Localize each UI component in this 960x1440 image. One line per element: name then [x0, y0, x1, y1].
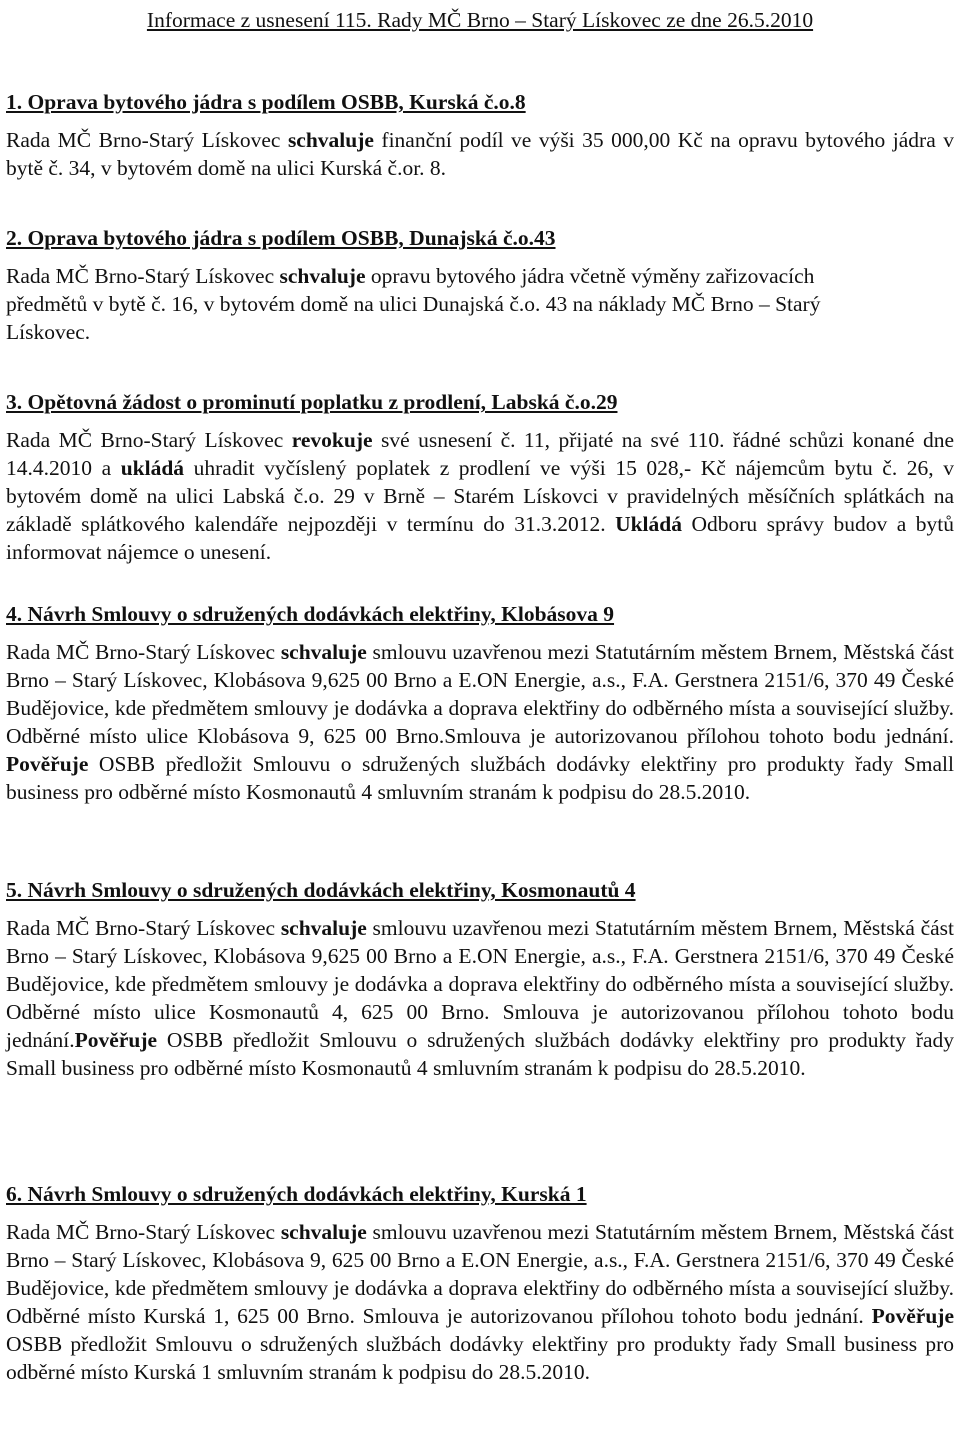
text-run: OSBB předložit Smlouvu o sdružených službách dodávky elektřiny pro produkty řady Small business pro odběrné místo Kosmonautů 4 smluvním stranám k podpisu do 28.5.2010.	[6, 1028, 954, 1080]
section-3-title: 3. Opětovná žádost o prominutí poplatku z prodlení, Labská č.o.29	[6, 390, 618, 414]
text-run: Rada MČ Brno-Starý Lískovec	[6, 1220, 281, 1244]
text-run: Odboru správy budov a bytů informovat nájemce o unesení.	[6, 512, 954, 564]
keyword: Pověřuje	[871, 1304, 954, 1328]
section-6-text	[6, 1218, 954, 1386]
keyword: ukládá	[120, 456, 185, 480]
text-run: smlouvu uzavřenou mezi Statutárním městem Brnem, Městská část Brno – Starý Lískovec, Klobásova 9,625 00 Brno a E.ON Energie, a.s., F.A. Gerstnera 2151/6, 370 49 České Budějovice, kde předmětem smlouvy je dodávka a doprava elektřiny do odběrného místa a související služby. Odběrné místo ulice Klobásova 9, 625 00 Brno.Smlouva je autorizovanou přílohou tohoto bodu jednání.	[6, 640, 954, 748]
keyword: schvaluje	[279, 264, 366, 288]
keyword: revokuje	[291, 428, 373, 452]
section-5	[6, 876, 954, 1082]
section-3	[6, 388, 954, 566]
text-run: OSBB předložit Smlouvu o sdružených službách dodávky elektřiny pro produkty řady Small business pro odběrné místo Kurská 1 smluvním stranám k podpisu do 28.5.2010.	[6, 1332, 954, 1384]
section-3-text	[6, 426, 954, 566]
text-run: své usnesení č. 11, přijaté na své 110. řádné schůzi konané dne 14.4.2010 a	[6, 428, 954, 480]
section-5-text	[6, 914, 954, 1082]
section-6	[6, 1180, 954, 1386]
section-2-title: 2. Oprava bytového jádra s podílem OSBB, Dunajská č.o.43	[6, 226, 556, 250]
keyword: schvaluje	[280, 640, 367, 664]
text-run: OSBB předložit Smlouvu o sdružených službách dodávky elektřiny pro produkty řady Small business pro odběrné místo Kosmonautů 4 smluvním stranám k podpisu do 28.5.2010.	[6, 752, 954, 804]
section-5-title: 5. Návrh Smlouvy o sdružených dodávkách elektřiny, Kosmonautů 4	[6, 878, 636, 902]
section-1	[6, 88, 954, 182]
text-run: Rada MČ Brno-Starý Lískovec	[6, 264, 280, 288]
text-run: Rada MČ Brno-Starý Lískovec	[6, 428, 292, 452]
text-run: opravu bytového jádra včetně výměny zařizovacích předmětů v bytě č. 16, v bytovém domě na ulici Dunajská č.o. 43 na náklady MČ Brno – Starý Lískovec.	[6, 264, 821, 344]
text-run: finanční podíl ve výši 35 000,00 Kč na opravu bytového jádra v bytě č. 34, v bytovém domě na ulici Kurská č.or. 8.	[6, 128, 954, 180]
section-4-text	[6, 638, 954, 806]
section-2-text	[6, 262, 954, 346]
text-run: Rada MČ Brno-Starý Lískovec	[6, 916, 281, 940]
text-run: smlouvu uzavřenou mezi Statutárním městem Brnem, Městská část Brno – Starý Lískovec, Klobásova 9,625 00 Brno a E.ON Energie, a.s., F.A. Gerstnera 2151/6, 370 49 České Budějovice, kde předmětem smlouvy je dodávka a doprava elektřiny do odběrného místa a související služby. Odběrné místo ulice Kosmonautů 4, 625 00 Brno. Smlouva je autorizovanou přílohou tohoto bodu jednání.	[6, 916, 954, 1052]
section-4	[6, 600, 954, 806]
section-4-title: 4. Návrh Smlouvy o sdružených dodávkách elektřiny, Klobásova 9	[6, 602, 615, 626]
section-6-title: 6. Návrh Smlouvy o sdružených dodávkách elektřiny, Kurská 1	[6, 1182, 587, 1206]
keyword: schvaluje	[280, 1220, 367, 1244]
text-run: uhradit vyčíslený poplatek z prodlení ve výši 15 028,- Kč nájemcům bytu č. 26, v bytovém domě na ulici Labská č.o. 29 v Brně – Starém Lískovci v pravidelných měsíčních splátkách na základě splátkového kalendáře nejpozději v termínu do 31.3.2012.	[6, 456, 955, 536]
text-run: Rada MČ Brno-Starý Lískovec	[6, 640, 281, 664]
keyword: schvaluje	[280, 916, 367, 940]
keyword: schvaluje	[287, 128, 374, 152]
keyword: Ukládá	[615, 512, 682, 536]
keyword: Pověřuje	[74, 1028, 158, 1052]
text-run: smlouvu uzavřenou mezi Statutárním městem Brnem, Městská část Brno – Starý Lískovec, Klobásova 9, 625 00 Brno a E.ON Energie, a.s., F.A. Gerstnera 2151/6, 370 49 České Budějovice, kde předmětem smlouvy je dodávka a doprava elektřiny do odběrného místa a související služby. Odběrné místo Kurská 1, 625 00 Brno. Smlouva je autorizovanou přílohou tohoto bodu jednání.	[6, 1220, 954, 1328]
section-1-title: 1. Oprava bytového jádra s podílem OSBB, Kurská č.o.8	[6, 90, 526, 114]
section-2	[6, 224, 954, 346]
page-header: Informace z usnesení 115. Rady MČ Brno – Starý Lískovec ze dne 26.5.2010	[146, 8, 814, 32]
text-run: Rada MČ Brno-Starý Lískovec	[6, 128, 288, 152]
keyword: Pověřuje	[6, 752, 89, 776]
section-1-text	[6, 126, 954, 182]
